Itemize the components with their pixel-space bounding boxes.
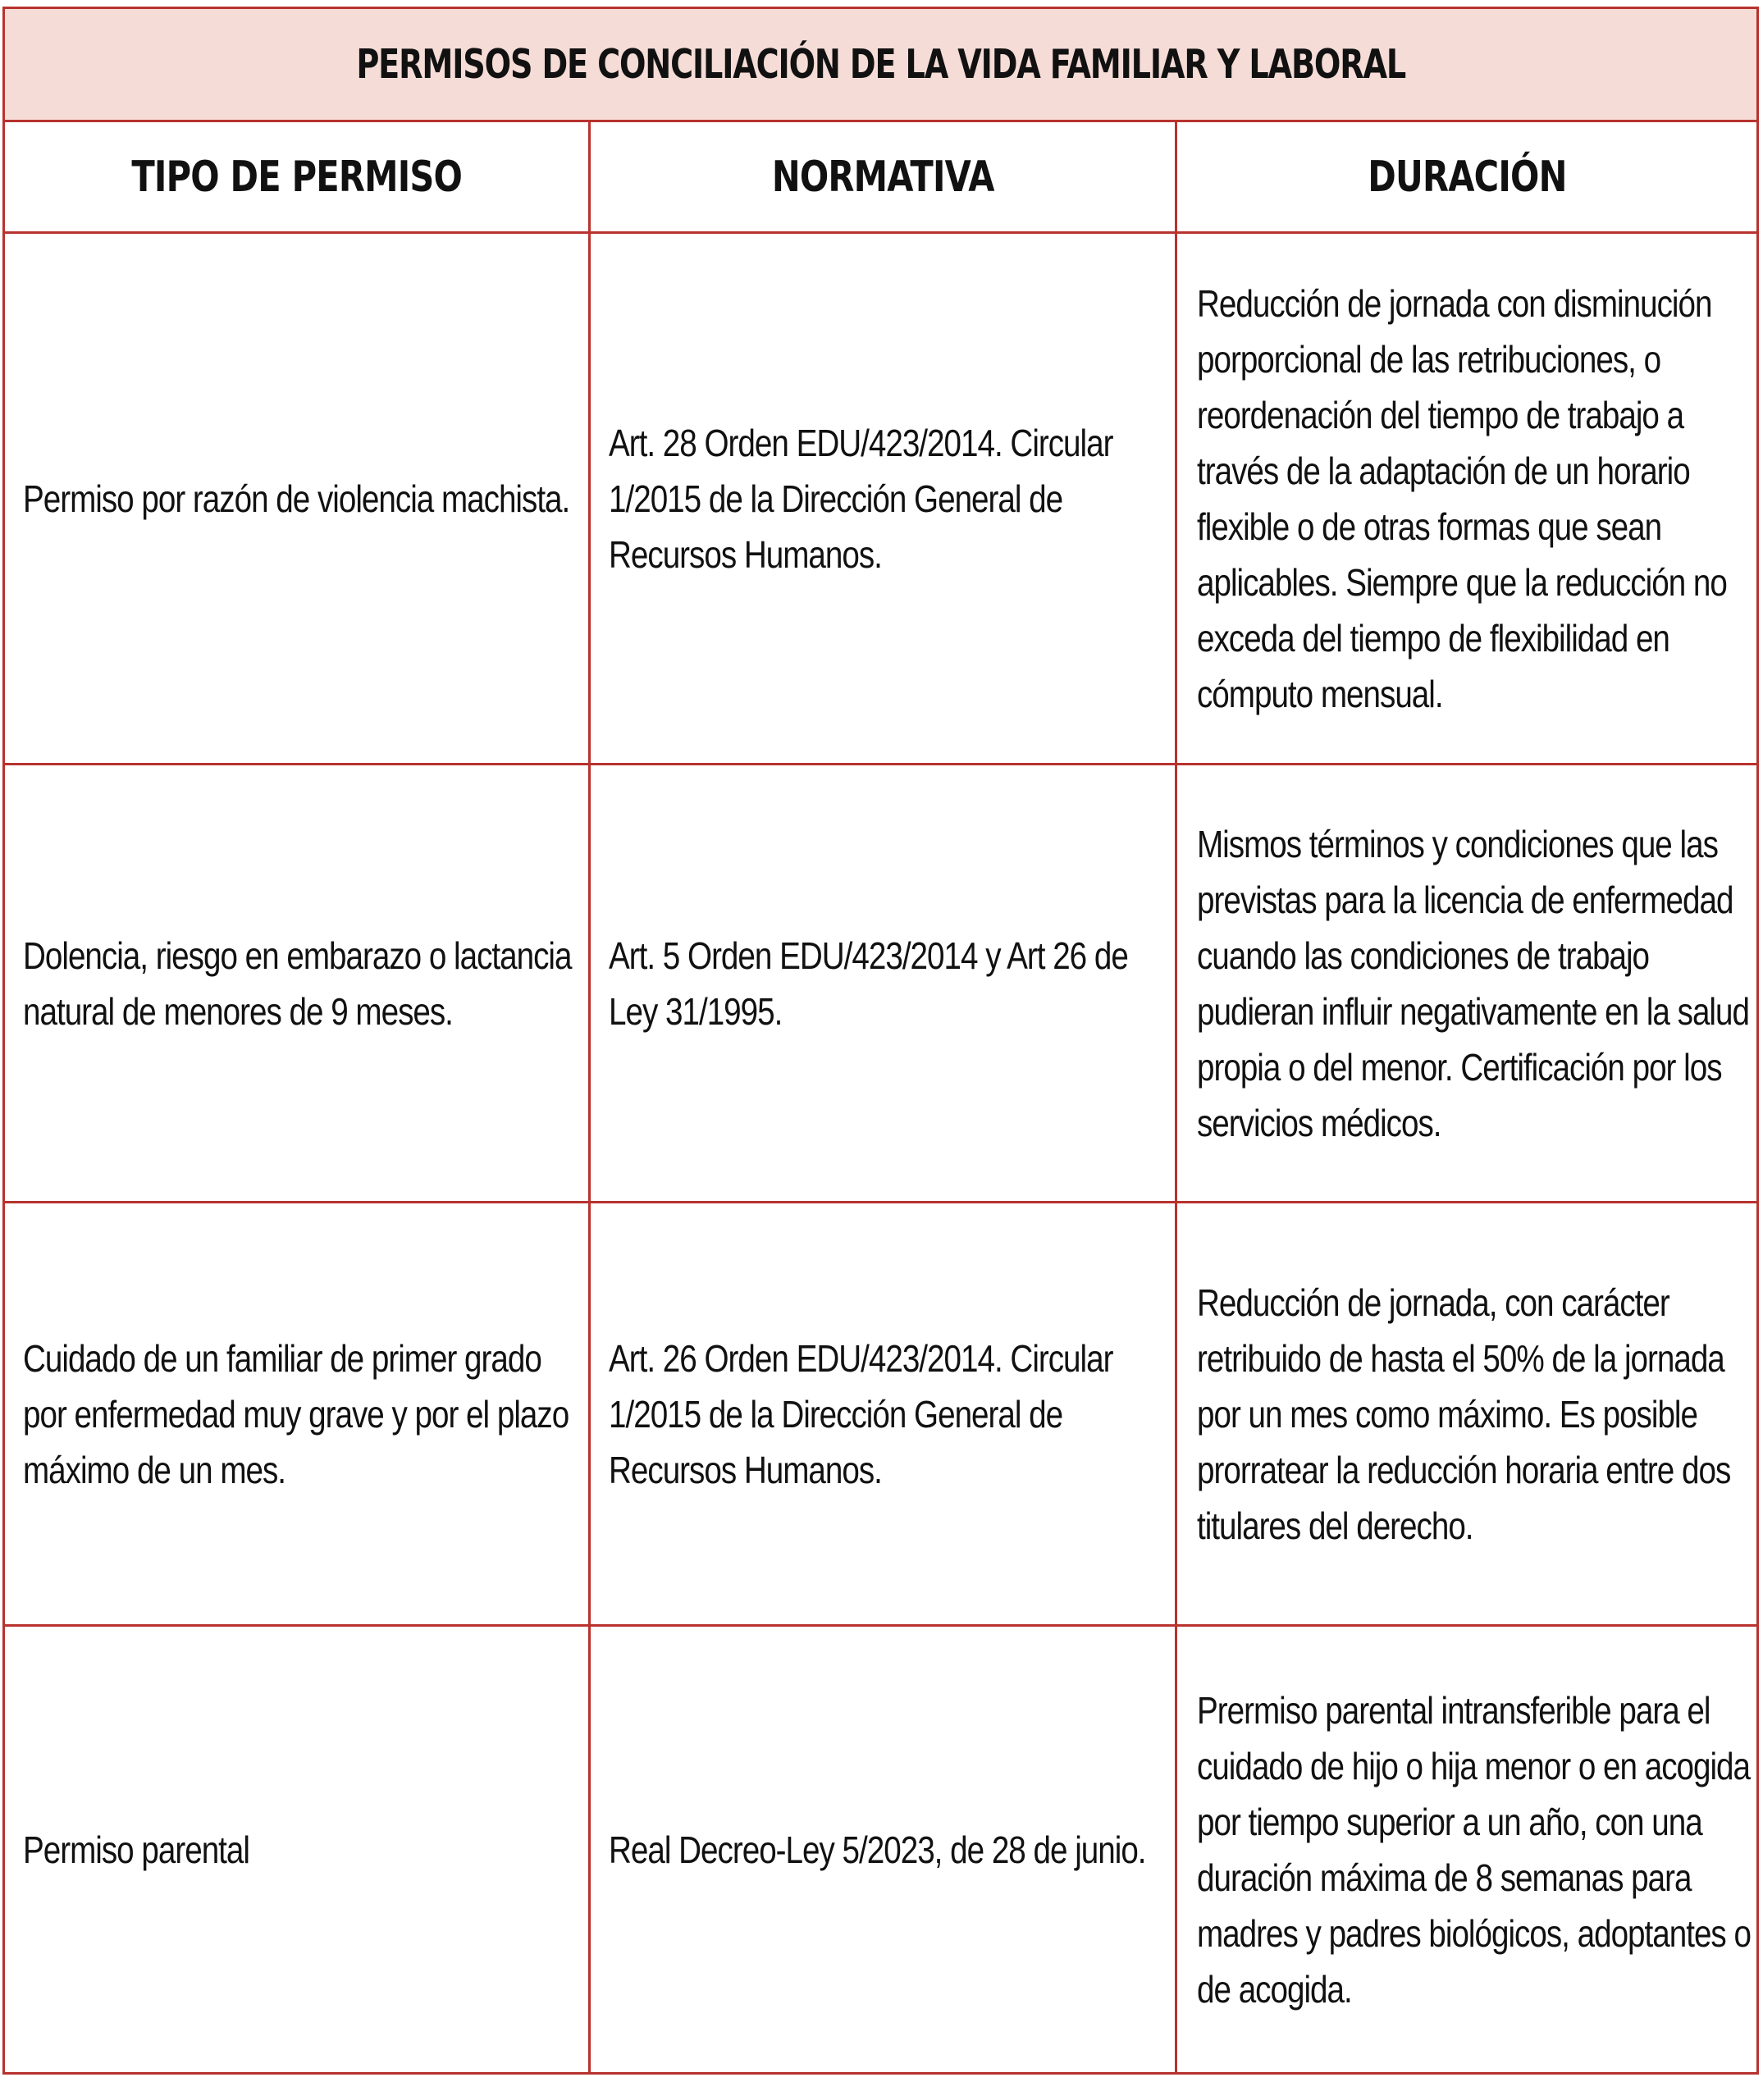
cell-normativa — [590, 765, 1176, 1203]
table-header-row — [4, 121, 1758, 233]
table-row — [4, 1203, 1758, 1626]
cell-normativa — [590, 1626, 1176, 2074]
cell-tipo — [4, 1203, 590, 1626]
cell-tipo — [4, 1626, 590, 2074]
cell-normativa-text: Art. 26 Orden EDU/423/2014. Circular 1/2015 de la Dirección General de Recursos Humanos. — [609, 1336, 1113, 1491]
column-header-tipo — [4, 121, 590, 233]
column-header-tipo-text: TIPO DE PERMISO — [131, 152, 462, 202]
cell-duracion-text: Prermiso parental intransferible para el cuidado de hijo o hija menor o en acogida por tiempo superior a un año, con una duración máxima de 8 semanas para madres y padres biológicos, adoptantes o de acogida. — [1197, 1688, 1751, 2011]
cell-duracion — [1176, 765, 1758, 1203]
cell-duracion-text: Reducción de jornada, con carácter retribuido de hasta el 50% de la jornada por un mes como máximo. Es posible prorratear la reducción horaria entre dos titulares del derecho. — [1197, 1281, 1731, 1547]
cell-tipo-text: Permiso parental — [23, 1828, 249, 1871]
cell-normativa — [590, 233, 1176, 765]
table-title-row — [4, 8, 1758, 121]
cell-duracion-text: Reducción de jornada con disminución porporcional de las retribuciones, o reordenación del tiempo de trabajo a través de la adaptación de un horario flexible o de otras formas que sean aplicables. Siempre que la reducción no exceda del tiempo de flexibilidad en cómputo mensual. — [1197, 281, 1727, 715]
column-header-duracion-text: DURACIÓN — [1367, 152, 1567, 202]
cell-tipo — [4, 765, 590, 1203]
table-row — [4, 233, 1758, 765]
cell-normativa-text: Real Decreo-Ley 5/2023, de 28 de junio. — [609, 1828, 1146, 1871]
permits-table — [2, 7, 1759, 2075]
column-header-duracion — [1176, 121, 1758, 233]
table-row — [4, 1626, 1758, 2074]
cell-normativa-text: Art. 28 Orden EDU/423/2014. Circular 1/2015 de la Dirección General de Recursos Humanos. — [609, 421, 1113, 576]
column-header-normativa — [590, 121, 1176, 233]
table-row — [4, 765, 1758, 1203]
cell-duracion — [1176, 1203, 1758, 1626]
table-title — [4, 8, 1758, 121]
cell-tipo-text: Cuidado de un familiar de primer grado por enfermedad muy grave y por el plazo máximo de un mes. — [23, 1336, 569, 1491]
table-title-text: PERMISOS DE CONCILIACIÓN DE LA VIDA FAMILIAR Y LABORAL — [356, 41, 1405, 88]
cell-tipo-text: Dolencia, riesgo en embarazo o lactancia natural de menores de 9 meses. — [23, 934, 572, 1033]
cell-normativa-text: Art. 5 Orden EDU/423/2014 y Art 26 de Ley 31/1995. — [609, 934, 1128, 1033]
cell-normativa — [590, 1203, 1176, 1626]
cell-tipo-text: Permiso por razón de violencia machista. — [23, 477, 570, 520]
cell-duracion — [1176, 1626, 1758, 2074]
cell-duracion-text: Mismos términos y condiciones que las previstas para la licencia de enfermedad cuando las condiciones de trabajo pudieran influir negativamente en la salud propia o del menor. Certificación por los servicios médicos. — [1197, 822, 1749, 1144]
cell-tipo — [4, 233, 590, 765]
cell-duracion — [1176, 233, 1758, 765]
column-header-normativa-text: NORMATIVA — [771, 152, 994, 202]
